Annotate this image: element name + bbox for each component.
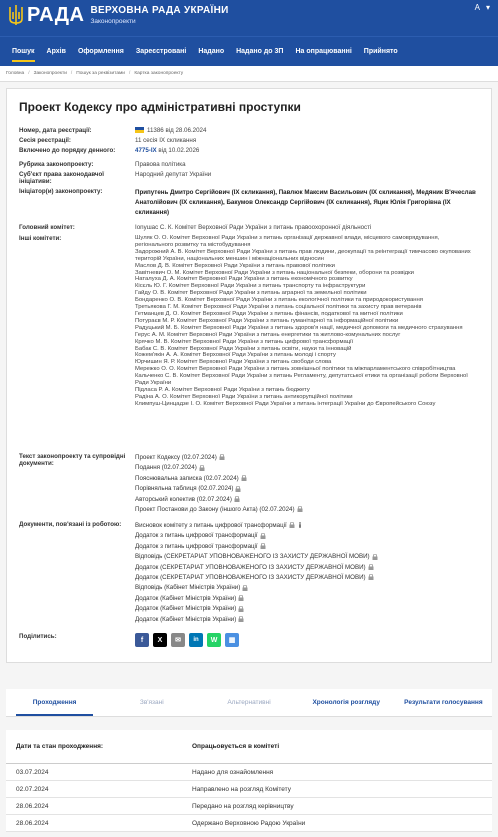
label-texts: Текст законопроекту та супровідні документи: — [19, 453, 126, 467]
breadcrumb-item[interactable]: Пошук за реквізитами — [76, 71, 125, 76]
lock-icon — [241, 475, 247, 481]
nav-item-provided[interactable]: Надано — [198, 48, 225, 55]
tab-alternative[interactable]: Альтернативні — [227, 699, 271, 706]
lock-icon — [235, 486, 241, 492]
label-main-committee: Головний комітет: — [19, 224, 75, 231]
breadcrumb-item[interactable]: Законопроекти — [33, 71, 67, 76]
nav-item-registered[interactable]: Зареєстровані — [135, 48, 187, 55]
breadcrumb-current: Картка законопроекту — [134, 71, 184, 76]
nav-item-processing[interactable]: На опрацюванні — [295, 48, 352, 55]
site-logo[interactable] — [8, 4, 229, 26]
nav-item-provided-zp[interactable]: Надано до 3П — [236, 48, 284, 55]
sharethis-share-icon[interactable]: ▦ — [225, 633, 239, 647]
value-initiators[interactable]: Припутень Дмитро Сергійович (IX скликання), Павлюк Максим Васильович (IX скликання), Медяник В'ячеслав Анатолійович (IX скликання), Бакумов Олександр Сергійович (IX скликання), Яцик Юлія Григорівна (IX скликання) — [135, 189, 476, 216]
lock-icon — [238, 606, 244, 612]
document-link[interactable]: Відповідь (СЕКРЕТАРІАТ УПОВНОВАЖЕНОГО ІЗ ЗАХИСТУ ДЕРЖАВНОЇ МОВИ) — [135, 552, 479, 562]
trident-icon — [8, 4, 24, 26]
chevron-down-icon[interactable]: ▾ — [485, 3, 490, 12]
lock-icon — [199, 465, 205, 471]
label-rubric: Рубрика законопроекту: — [19, 161, 94, 168]
tab-passage[interactable]: Проходження — [6, 689, 103, 716]
bill-card — [6, 88, 492, 663]
table-cell-status: Надано для ознайомлення — [192, 768, 274, 776]
table-header — [6, 730, 492, 764]
table-cell-status: Направлено на розгляд Комітету — [192, 785, 291, 793]
related-list — [135, 521, 479, 633]
label-session: Сесія реєстрації: — [19, 137, 71, 144]
table-row — [6, 764, 492, 781]
breadcrumb — [0, 66, 498, 82]
agenda-link[interactable]: 4775-IX — [135, 147, 157, 154]
site-subtitle: Законопроекти — [90, 18, 136, 25]
table-cell-status: Одержано Верховною Радою України — [192, 819, 306, 827]
nav-item-search[interactable]: Пошук — [6, 37, 41, 66]
site-title: ВЕРХОВНА РАДА УКРАЇНИ — [90, 5, 229, 16]
lock-icon — [289, 522, 295, 528]
table-row — [6, 798, 492, 815]
table-row — [6, 781, 492, 798]
document-link[interactable]: Проект Кодексу (02.07.2024) — [135, 453, 479, 463]
document-link[interactable]: Подання (02.07.2024) — [135, 463, 479, 473]
lock-icon — [260, 543, 266, 549]
site-title-block — [90, 5, 228, 25]
table-cell-date: 28.06.2024 — [16, 819, 49, 827]
whatsapp-share-icon[interactable]: W — [207, 633, 221, 647]
lock-icon — [242, 585, 248, 591]
share-buttons — [135, 633, 479, 653]
document-link[interactable]: Пояснювальна записка (02.07.2024) — [135, 474, 479, 484]
email-share-icon[interactable]: ✉ — [171, 633, 185, 647]
document-link[interactable]: Авторський колектив (02.07.2024) — [135, 495, 479, 505]
label-subject: Суб'єкт права законодавчої ініціативи: — [19, 171, 105, 185]
document-link[interactable]: Додаток (Кабінет Міністрів України) — [135, 615, 479, 625]
table-cell-status: Передано на розгляд керівництву — [192, 802, 294, 810]
breadcrumb-separator: / — [70, 71, 73, 76]
tab-related[interactable]: Зв'язані — [139, 699, 164, 706]
bill-tabs — [6, 689, 492, 717]
label-initiators: Ініціатор(и) законопроекту: — [19, 188, 103, 195]
site-header — [0, 0, 498, 36]
column-header: Дати та стан проходження: — [16, 743, 104, 750]
value-number: 11386 від 28.06.2024 — [135, 127, 479, 137]
passage-table — [6, 730, 492, 832]
bill-details — [7, 127, 491, 653]
column-header: Опрацьовується в комітеті — [192, 743, 280, 750]
value-session: 11 сесія IX скликання — [135, 137, 197, 144]
lock-icon — [238, 595, 244, 601]
lock-icon — [297, 506, 303, 512]
value-main-committee: Ionyшас С. К. Комітет Верховної Ради України з питань правоохоронної діяльності — [135, 224, 372, 231]
flag-icon — [135, 127, 144, 133]
document-link[interactable]: Порівняльна таблиця (02.07.2024) — [135, 484, 479, 494]
document-link[interactable]: Додаток з питань цифрової трансформації — [135, 531, 479, 541]
lock-icon — [372, 554, 378, 560]
table-row — [6, 815, 492, 832]
texts-list — [135, 453, 479, 521]
document-link[interactable]: Додаток з питань цифрової трансформації — [135, 542, 479, 552]
info-icon[interactable] — [297, 522, 303, 528]
breadcrumb-item[interactable]: Головна — [6, 71, 25, 76]
lock-icon — [368, 564, 374, 570]
main-nav — [0, 36, 498, 66]
label-related: Документи, пов'язані із роботою: — [19, 521, 122, 528]
lock-icon — [219, 454, 225, 460]
font-size-toggle[interactable]: A — [474, 3, 480, 12]
logo-text: РАДА — [27, 4, 85, 26]
document-link[interactable]: Висновок комітету з питань цифрової трансформації — [135, 521, 479, 531]
lang-switch[interactable] — [475, 3, 490, 12]
lock-icon — [238, 616, 244, 622]
label-number: Номер, дата реєстрації: — [19, 127, 92, 134]
label-other-committees: Інші комітети: — [19, 235, 62, 242]
page-title: Проект Кодексу про адміністративні проступки — [19, 100, 301, 114]
breadcrumb-separator: / — [128, 71, 131, 76]
table-cell-date: 02.07.2024 — [16, 785, 49, 793]
lock-icon — [234, 496, 240, 502]
lock-icon — [368, 574, 374, 580]
document-link[interactable]: Проект Постанови до Закону (іншого Акта) (02.07.2024) — [135, 505, 479, 515]
table-cell-date: 28.06.2024 — [16, 802, 49, 810]
document-link[interactable]: Відповідь (Кабінет Міністрів України) — [135, 583, 479, 593]
label-agenda: Включено до порядку денного: — [19, 147, 116, 154]
breadcrumb-separator: / — [28, 71, 30, 76]
nav-item-archive[interactable]: Архів — [46, 48, 66, 55]
tab-votes[interactable]: Результати голосування — [404, 699, 483, 706]
linkedin-share-icon[interactable]: in — [189, 633, 203, 647]
lock-icon — [260, 533, 266, 539]
value-agenda: 4775-IX від 10.02.2026 — [135, 147, 200, 154]
document-link[interactable]: Додаток (Кабінет Міністрів України) — [135, 594, 479, 604]
facebook-share-icon[interactable]: f — [135, 633, 149, 647]
nav-item-adopted[interactable]: Прийнято — [363, 48, 398, 55]
x-share-icon[interactable]: X — [153, 633, 167, 647]
tab-chronology[interactable]: Хронологія розгляду — [312, 699, 380, 706]
document-link[interactable]: Додаток (Кабінет Міністрів України) — [135, 604, 479, 614]
table-cell-date: 03.07.2024 — [16, 768, 49, 776]
document-link[interactable]: Додаток (СЕКРЕТАРІАТ УПОВНОВАЖЕНОГО ІЗ ЗАХИСТУ ДЕРЖАВНОЇ МОВИ) — [135, 573, 479, 583]
document-link[interactable]: Додаток (СЕКРЕТАРІАТ УПОВНОВАЖЕНОГО ІЗ ЗАХИСТУ ДЕРЖАВНОЇ МОВИ) — [135, 563, 479, 573]
nav-item-drafting[interactable]: Оформлення — [77, 48, 124, 55]
value-rubric: Правова політика — [135, 161, 186, 168]
value-subject: Народний депутат України — [135, 171, 212, 178]
value-other-committees: Шуляк О. О. Комітет Верховної Ради України з питань організації державної влади, місцевого самоврядування, регіонального розвитку та містобудування Задорожний А. В. Комітет Верховної Ради України з питань прав людини, деокупації та реінтеграції тимчасово окупованих територій України, національних меншин і міжнаціональних відносин Маслов Д. В. Комітет Верховної Ради України з питань правової політики Завітневич О. М. Комітет Верховної Ради України з питань національної безпеки, оборони та розвідки Наталуха Д. А. Комітет Верховної Ради України з питань економічного розвитку Кісєль Ю. Г. Комітет Верховної Ради України з питань транспорту та інфраструктури Гайду О. В. Комітет Верховної Ради України з питань аграрної та земельної політики Бондаренко О. В. Комітет Верховної Ради України з питань екологічної політики та природокористування Третьякова Г. М. Комітет Верховної Ради України з питань соціальної політики та захисту прав ветеранів Гетманцев Д. О. Комітет Верховної Ради України з питань фінансів, податкової та митної політики Потураєв М. Р. Комітет Верховної Ради України з питань гуманітарної та інформаційної політики Радуцький М. Б. Комітет Верховної Ради України з питань здоров'я нації, медичної допомоги та медичного страхування Герус А. М. Комітет Верховної Ради України з питань енергетики та житлово-комунальних послуг Крячко М. В. Комітет Верховної Ради України з питань цифрової трансформації Бабак С. В. Комітет Верховної Ради України з питань освіти, науки та інновацій Кожем'якін А. А. Комітет Верховної Ради України з питань молоді і спорту Юрчишин Я. Р. Комітет Верховної Ради України з питань свободи слова Мережко О. О. Комітет Верховної Ради України з питань зовнішньої політики та міжпарламентського співробітництва Кальченко С. В. Комітет Верховної Ради України з питань Регламенту, депутатської етики та організації роботи Верховної Ради України Підласа Р. А. Комітет Верховної Ради України з питань бюджету Радіна А. О. Комітет Верховної Ради України з питань антикорупційної політики Климпуш-Цинцадзе І. О. Комітет Верховної Ради України з питань інтеграції України до Європейського Союзу — [135, 235, 471, 407]
label-share: Поділитись: — [19, 633, 57, 640]
